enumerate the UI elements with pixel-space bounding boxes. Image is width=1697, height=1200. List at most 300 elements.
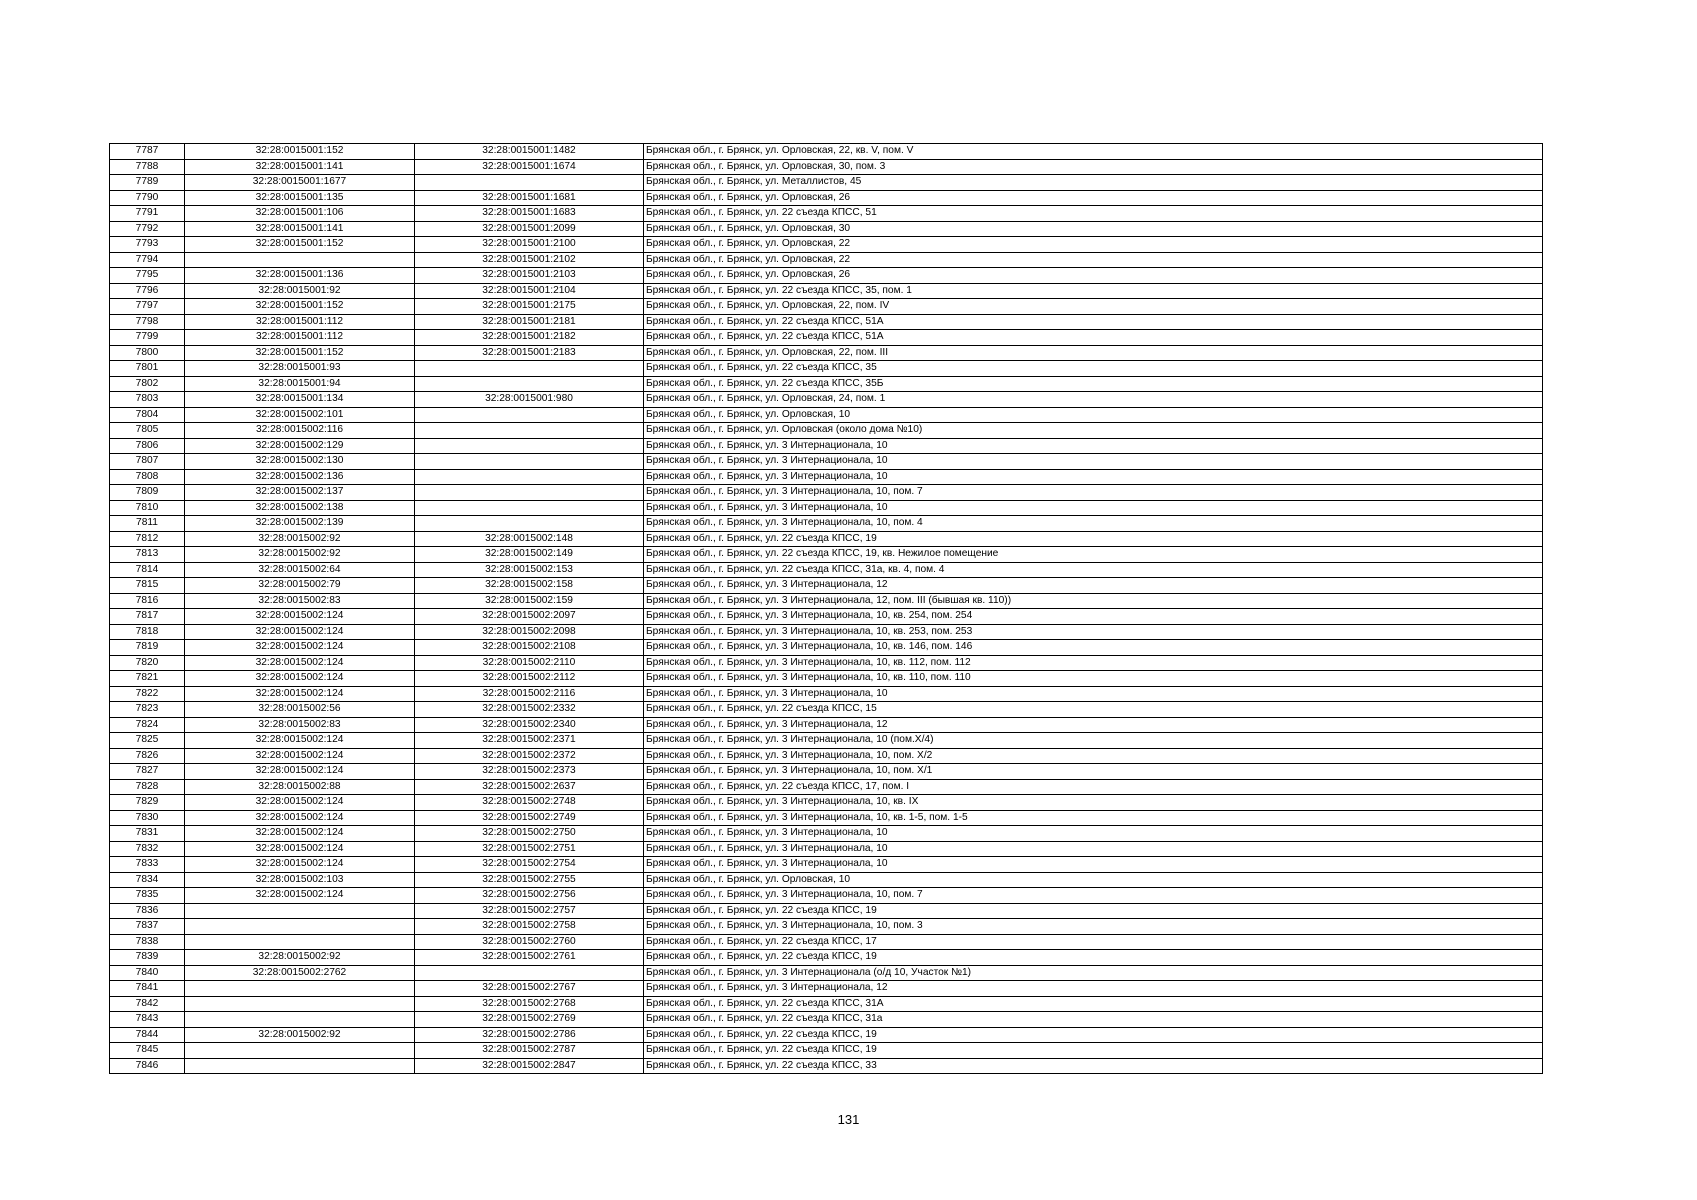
table-row <box>110 221 1543 237</box>
address-cell: Брянская обл., г. Брянск, ул. 3 Интернационала, 10, кв. IX <box>644 795 1543 811</box>
table-row <box>110 485 1543 501</box>
table-row <box>110 624 1543 640</box>
cadastral-object-cell: 32:28:0015002:2116 <box>415 686 644 702</box>
table-row <box>110 144 1543 160</box>
row-number-cell: 7844 <box>110 1027 185 1043</box>
address-cell: Брянская обл., г. Брянск, ул. 3 Интернационала, 10, кв. 253, пом. 253 <box>644 624 1543 640</box>
cadastral-parcel-cell: 32:28:0015002:124 <box>185 733 415 749</box>
table-row <box>110 655 1543 671</box>
address-cell: Брянская обл., г. Брянск, ул. Орловская, 26 <box>644 190 1543 206</box>
row-number-cell: 7836 <box>110 903 185 919</box>
row-number-cell: 7841 <box>110 981 185 997</box>
row-number-cell: 7794 <box>110 252 185 268</box>
row-number-cell: 7806 <box>110 438 185 454</box>
cadastral-object-cell: 32:28:0015002:2637 <box>415 779 644 795</box>
row-number-cell: 7819 <box>110 640 185 656</box>
address-cell: Брянская обл., г. Брянск, ул. 3 Интернационала, 10 <box>644 500 1543 516</box>
cadastral-parcel-cell <box>185 252 415 268</box>
cadastral-object-cell: 32:28:0015002:2112 <box>415 671 644 687</box>
table-row <box>110 330 1543 346</box>
row-number-cell: 7825 <box>110 733 185 749</box>
address-cell: Брянская обл., г. Брянск, ул. Орловская (около дома №10) <box>644 423 1543 439</box>
table-row <box>110 748 1543 764</box>
cadastral-parcel-cell: 32:28:0015002:124 <box>185 841 415 857</box>
cadastral-object-cell <box>415 500 644 516</box>
cadastral-parcel-cell <box>185 903 415 919</box>
address-cell: Брянская обл., г. Брянск, ул. 3 Интернационала, 10, кв. 112, пом. 112 <box>644 655 1543 671</box>
address-cell: Брянская обл., г. Брянск, ул. 3 Интернационала, 10, пом. 3 <box>644 919 1543 935</box>
row-number-cell: 7817 <box>110 609 185 625</box>
cadastral-parcel-cell: 32:28:0015002:124 <box>185 826 415 842</box>
table-row <box>110 888 1543 904</box>
cadastral-object-cell: 32:28:0015001:2182 <box>415 330 644 346</box>
cadastral-parcel-cell: 32:28:0015002:136 <box>185 469 415 485</box>
address-cell: Брянская обл., г. Брянск, ул. 3 Интернационала, 10, кв. 110, пом. 110 <box>644 671 1543 687</box>
address-cell: Брянская обл., г. Брянск, ул. 22 съезда КПСС, 35 <box>644 361 1543 377</box>
cadastral-object-cell: 32:28:0015002:2769 <box>415 1012 644 1028</box>
cadastral-object-cell: 32:28:0015002:2108 <box>415 640 644 656</box>
cadastral-object-cell: 32:28:0015002:2755 <box>415 872 644 888</box>
address-cell: Брянская обл., г. Брянск, ул. 22 съезда КПСС, 19, кв. Нежилое помещение <box>644 547 1543 563</box>
cadastral-parcel-cell: 32:28:0015002:83 <box>185 593 415 609</box>
cadastral-parcel-cell: 32:28:0015001:94 <box>185 376 415 392</box>
row-number-cell: 7791 <box>110 206 185 222</box>
address-cell: Брянская обл., г. Брянск, ул. Орловская, 10 <box>644 872 1543 888</box>
row-number-cell: 7799 <box>110 330 185 346</box>
table-row <box>110 609 1543 625</box>
cadastral-object-cell: 32:28:0015002:2371 <box>415 733 644 749</box>
cadastral-parcel-cell: 32:28:0015002:88 <box>185 779 415 795</box>
address-cell: Брянская обл., г. Брянск, ул. 3 Интернационала, 10 <box>644 469 1543 485</box>
cadastral-parcel-cell: 32:28:0015002:130 <box>185 454 415 470</box>
cadastral-object-cell: 32:28:0015001:2102 <box>415 252 644 268</box>
cadastral-parcel-cell: 32:28:0015002:103 <box>185 872 415 888</box>
cadastral-parcel-cell: 32:28:0015001:93 <box>185 361 415 377</box>
table-row <box>110 438 1543 454</box>
address-cell: Брянская обл., г. Брянск, ул. 3 Интернационала, 10, кв. 254, пом. 254 <box>644 609 1543 625</box>
cadastral-object-cell: 32:28:0015001:2183 <box>415 345 644 361</box>
row-number-cell: 7797 <box>110 299 185 315</box>
row-number-cell: 7803 <box>110 392 185 408</box>
cadastral-parcel-cell: 32:28:0015002:2762 <box>185 965 415 981</box>
row-number-cell: 7842 <box>110 996 185 1012</box>
cadastral-parcel-cell: 32:28:0015002:124 <box>185 764 415 780</box>
row-number-cell: 7816 <box>110 593 185 609</box>
cadastral-parcel-cell <box>185 996 415 1012</box>
cadastral-object-cell: 32:28:0015002:2110 <box>415 655 644 671</box>
row-number-cell: 7832 <box>110 841 185 857</box>
cadastral-object-cell: 32:28:0015002:2847 <box>415 1058 644 1074</box>
cadastral-parcel-cell: 32:28:0015002:56 <box>185 702 415 718</box>
row-number-cell: 7796 <box>110 283 185 299</box>
cadastral-object-cell: 32:28:0015002:2749 <box>415 810 644 826</box>
registry-table-body <box>110 144 1543 1074</box>
row-number-cell: 7828 <box>110 779 185 795</box>
table-row <box>110 190 1543 206</box>
address-cell: Брянская обл., г. Брянск, ул. 22 съезда КПСС, 17 <box>644 934 1543 950</box>
table-row <box>110 562 1543 578</box>
cadastral-parcel-cell: 32:28:0015001:135 <box>185 190 415 206</box>
cadastral-object-cell: 32:28:0015002:2767 <box>415 981 644 997</box>
cadastral-parcel-cell: 32:28:0015002:124 <box>185 888 415 904</box>
table-row <box>110 407 1543 423</box>
row-number-cell: 7845 <box>110 1043 185 1059</box>
table-row <box>110 345 1543 361</box>
row-number-cell: 7792 <box>110 221 185 237</box>
table-row <box>110 996 1543 1012</box>
cadastral-object-cell: 32:28:0015001:1683 <box>415 206 644 222</box>
cadastral-parcel-cell <box>185 1058 415 1074</box>
address-cell: Брянская обл., г. Брянск, ул. 22 съезда КПСС, 31а, кв. 4, пом. 4 <box>644 562 1543 578</box>
cadastral-parcel-cell: 32:28:0015001:152 <box>185 144 415 160</box>
registry-table <box>109 143 1543 1074</box>
address-cell: Брянская обл., г. Брянск, ул. 22 съезда КПСС, 19 <box>644 1027 1543 1043</box>
cadastral-object-cell <box>415 469 644 485</box>
cadastral-parcel-cell: 32:28:0015002:83 <box>185 717 415 733</box>
address-cell: Брянская обл., г. Брянск, ул. 22 съезда КПСС, 19 <box>644 531 1543 547</box>
row-number-cell: 7804 <box>110 407 185 423</box>
cadastral-parcel-cell: 32:28:0015001:1677 <box>185 175 415 191</box>
table-row <box>110 903 1543 919</box>
table-row <box>110 159 1543 175</box>
cadastral-parcel-cell <box>185 934 415 950</box>
table-row <box>110 826 1543 842</box>
table-row <box>110 516 1543 532</box>
address-cell: Брянская обл., г. Брянск, ул. 3 Интернационала, 10 <box>644 686 1543 702</box>
cadastral-object-cell <box>415 965 644 981</box>
address-cell: Брянская обл., г. Брянск, ул. Орловская, 22, пом. IV <box>644 299 1543 315</box>
table-row <box>110 593 1543 609</box>
table-row <box>110 934 1543 950</box>
cadastral-parcel-cell: 32:28:0015002:124 <box>185 624 415 640</box>
address-cell: Брянская обл., г. Брянск, ул. 22 съезда КПСС, 51А <box>644 314 1543 330</box>
table-row <box>110 392 1543 408</box>
address-cell: Брянская обл., г. Брянск, ул. 22 съезда КПСС, 19 <box>644 950 1543 966</box>
cadastral-parcel-cell: 32:28:0015002:101 <box>185 407 415 423</box>
address-cell: Брянская обл., г. Брянск, ул. 3 Интернационала, 12 <box>644 578 1543 594</box>
row-number-cell: 7809 <box>110 485 185 501</box>
cadastral-parcel-cell: 32:28:0015001:136 <box>185 268 415 284</box>
cadastral-parcel-cell: 32:28:0015001:112 <box>185 330 415 346</box>
cadastral-object-cell: 32:28:0015002:2786 <box>415 1027 644 1043</box>
address-cell: Брянская обл., г. Брянск, ул. 22 съезда КПСС, 33 <box>644 1058 1543 1074</box>
cadastral-parcel-cell: 32:28:0015001:152 <box>185 299 415 315</box>
cadastral-object-cell: 32:28:0015001:2103 <box>415 268 644 284</box>
row-number-cell: 7789 <box>110 175 185 191</box>
row-number-cell: 7827 <box>110 764 185 780</box>
address-cell: Брянская обл., г. Брянск, ул. 3 Интернационала, 10 <box>644 826 1543 842</box>
cadastral-parcel-cell: 32:28:0015002:79 <box>185 578 415 594</box>
cadastral-object-cell: 32:28:0015001:2104 <box>415 283 644 299</box>
table-row <box>110 469 1543 485</box>
cadastral-object-cell: 32:28:0015001:1681 <box>415 190 644 206</box>
cadastral-object-cell <box>415 485 644 501</box>
table-row <box>110 981 1543 997</box>
address-cell: Брянская обл., г. Брянск, ул. 22 съезда КПСС, 31а <box>644 1012 1543 1028</box>
row-number-cell: 7793 <box>110 237 185 253</box>
row-number-cell: 7838 <box>110 934 185 950</box>
address-cell: Брянская обл., г. Брянск, ул. 3 Интернационала, 10, пом. 7 <box>644 888 1543 904</box>
table-row <box>110 686 1543 702</box>
address-cell: Брянская обл., г. Брянск, ул. Орловская, 30, пом. 3 <box>644 159 1543 175</box>
row-number-cell: 7821 <box>110 671 185 687</box>
address-cell: Брянская обл., г. Брянск, ул. 3 Интернационала (о/д 10, Участок №1) <box>644 965 1543 981</box>
table-row <box>110 640 1543 656</box>
row-number-cell: 7802 <box>110 376 185 392</box>
table-row <box>110 314 1543 330</box>
cadastral-object-cell <box>415 516 644 532</box>
address-cell: Брянская обл., г. Брянск, ул. 22 съезда КПСС, 19 <box>644 903 1543 919</box>
cadastral-object-cell: 32:28:0015002:2751 <box>415 841 644 857</box>
cadastral-parcel-cell: 32:28:0015001:152 <box>185 345 415 361</box>
row-number-cell: 7814 <box>110 562 185 578</box>
cadastral-parcel-cell <box>185 919 415 935</box>
cadastral-parcel-cell: 32:28:0015002:137 <box>185 485 415 501</box>
table-row <box>110 1043 1543 1059</box>
address-cell: Брянская обл., г. Брянск, ул. 3 Интернационала, 10 <box>644 857 1543 873</box>
cadastral-object-cell: 32:28:0015002:2787 <box>415 1043 644 1059</box>
row-number-cell: 7830 <box>110 810 185 826</box>
cadastral-object-cell: 32:28:0015002:2098 <box>415 624 644 640</box>
row-number-cell: 7787 <box>110 144 185 160</box>
cadastral-parcel-cell: 32:28:0015002:92 <box>185 531 415 547</box>
cadastral-object-cell <box>415 423 644 439</box>
address-cell: Брянская обл., г. Брянск, ул. 22 съезда КПСС, 15 <box>644 702 1543 718</box>
address-cell: Брянская обл., г. Брянск, ул. 3 Интернационала, 10, пом. 7 <box>644 485 1543 501</box>
cadastral-object-cell: 32:28:0015002:2373 <box>415 764 644 780</box>
cadastral-object-cell <box>415 361 644 377</box>
address-cell: Брянская обл., г. Брянск, ул. Орловская, 22, пом. III <box>644 345 1543 361</box>
table-row <box>110 361 1543 377</box>
cadastral-object-cell: 32:28:0015002:148 <box>415 531 644 547</box>
row-number-cell: 7813 <box>110 547 185 563</box>
cadastral-object-cell: 32:28:0015002:2372 <box>415 748 644 764</box>
row-number-cell: 7788 <box>110 159 185 175</box>
row-number-cell: 7808 <box>110 469 185 485</box>
row-number-cell: 7812 <box>110 531 185 547</box>
cadastral-object-cell: 32:28:0015001:980 <box>415 392 644 408</box>
address-cell: Брянская обл., г. Брянск, ул. 3 Интернационала, 10, пом. X/1 <box>644 764 1543 780</box>
cadastral-parcel-cell: 32:28:0015002:92 <box>185 1027 415 1043</box>
row-number-cell: 7810 <box>110 500 185 516</box>
row-number-cell: 7826 <box>110 748 185 764</box>
table-row <box>110 810 1543 826</box>
cadastral-object-cell <box>415 438 644 454</box>
cadastral-object-cell <box>415 454 644 470</box>
table-row <box>110 454 1543 470</box>
table-row <box>110 872 1543 888</box>
table-row <box>110 1012 1543 1028</box>
cadastral-parcel-cell: 32:28:0015002:116 <box>185 423 415 439</box>
table-row <box>110 1027 1543 1043</box>
row-number-cell: 7811 <box>110 516 185 532</box>
address-cell: Брянская обл., г. Брянск, ул. 22 съезда КПСС, 35, пом. 1 <box>644 283 1543 299</box>
cadastral-parcel-cell: 32:28:0015002:124 <box>185 609 415 625</box>
cadastral-object-cell: 32:28:0015002:149 <box>415 547 644 563</box>
row-number-cell: 7824 <box>110 717 185 733</box>
address-cell: Брянская обл., г. Брянск, ул. Орловская, 22 <box>644 237 1543 253</box>
row-number-cell: 7818 <box>110 624 185 640</box>
cadastral-object-cell: 32:28:0015001:1482 <box>415 144 644 160</box>
cadastral-object-cell: 32:28:0015002:2768 <box>415 996 644 1012</box>
table-row <box>110 671 1543 687</box>
table-row <box>110 531 1543 547</box>
address-cell: Брянская обл., г. Брянск, ул. Орловская, 24, пом. 1 <box>644 392 1543 408</box>
table-row <box>110 857 1543 873</box>
row-number-cell: 7843 <box>110 1012 185 1028</box>
table-row <box>110 717 1543 733</box>
address-cell: Брянская обл., г. Брянск, ул. Орловская, 26 <box>644 268 1543 284</box>
cadastral-object-cell: 32:28:0015001:2099 <box>415 221 644 237</box>
cadastral-parcel-cell: 32:28:0015001:134 <box>185 392 415 408</box>
row-number-cell: 7798 <box>110 314 185 330</box>
address-cell: Брянская обл., г. Брянск, ул. Орловская, 10 <box>644 407 1543 423</box>
cadastral-parcel-cell <box>185 1012 415 1028</box>
address-cell: Брянская обл., г. Брянск, ул. Орловская, 30 <box>644 221 1543 237</box>
cadastral-parcel-cell: 32:28:0015001:106 <box>185 206 415 222</box>
address-cell: Брянская обл., г. Брянск, ул. Металлистов, 45 <box>644 175 1543 191</box>
cadastral-object-cell: 32:28:0015002:159 <box>415 593 644 609</box>
cadastral-object-cell: 32:28:0015002:2761 <box>415 950 644 966</box>
row-number-cell: 7801 <box>110 361 185 377</box>
row-number-cell: 7820 <box>110 655 185 671</box>
address-cell: Брянская обл., г. Брянск, ул. 3 Интернационала, 10, кв. 146, пом. 146 <box>644 640 1543 656</box>
table-row <box>110 237 1543 253</box>
page-number: 131 <box>837 1112 860 1127</box>
cadastral-object-cell: 32:28:0015001:2175 <box>415 299 644 315</box>
cadastral-object-cell <box>415 376 644 392</box>
cadastral-parcel-cell: 32:28:0015002:124 <box>185 748 415 764</box>
row-number-cell: 7837 <box>110 919 185 935</box>
table-row <box>110 764 1543 780</box>
table-row <box>110 268 1543 284</box>
cadastral-parcel-cell: 32:28:0015001:141 <box>185 221 415 237</box>
row-number-cell: 7823 <box>110 702 185 718</box>
table-row <box>110 376 1543 392</box>
cadastral-parcel-cell: 32:28:0015002:129 <box>185 438 415 454</box>
address-cell: Брянская обл., г. Брянск, ул. 3 Интернационала, 10 (пом.X/4) <box>644 733 1543 749</box>
row-number-cell: 7839 <box>110 950 185 966</box>
cadastral-parcel-cell: 32:28:0015002:124 <box>185 640 415 656</box>
row-number-cell: 7822 <box>110 686 185 702</box>
cadastral-object-cell: 32:28:0015002:158 <box>415 578 644 594</box>
cadastral-parcel-cell: 32:28:0015002:124 <box>185 671 415 687</box>
table-row <box>110 175 1543 191</box>
table-row <box>110 702 1543 718</box>
cadastral-object-cell: 32:28:0015002:2748 <box>415 795 644 811</box>
cadastral-object-cell: 32:28:0015002:2756 <box>415 888 644 904</box>
cadastral-object-cell: 32:28:0015001:2181 <box>415 314 644 330</box>
address-cell: Брянская обл., г. Брянск, ул. 3 Интернационала, 10 <box>644 438 1543 454</box>
row-number-cell: 7795 <box>110 268 185 284</box>
row-number-cell: 7835 <box>110 888 185 904</box>
cadastral-object-cell: 32:28:0015002:2758 <box>415 919 644 935</box>
row-number-cell: 7829 <box>110 795 185 811</box>
row-number-cell: 7833 <box>110 857 185 873</box>
cadastral-object-cell: 32:28:0015002:153 <box>415 562 644 578</box>
cadastral-parcel-cell: 32:28:0015002:124 <box>185 857 415 873</box>
row-number-cell: 7834 <box>110 872 185 888</box>
row-number-cell: 7790 <box>110 190 185 206</box>
address-cell: Брянская обл., г. Брянск, ул. 22 съезда КПСС, 19 <box>644 1043 1543 1059</box>
cadastral-parcel-cell: 32:28:0015002:92 <box>185 547 415 563</box>
cadastral-parcel-cell: 32:28:0015002:138 <box>185 500 415 516</box>
address-cell: Брянская обл., г. Брянск, ул. 22 съезда КПСС, 51 <box>644 206 1543 222</box>
table-row <box>110 206 1543 222</box>
table-row <box>110 779 1543 795</box>
row-number-cell: 7805 <box>110 423 185 439</box>
table-row <box>110 795 1543 811</box>
row-number-cell: 7840 <box>110 965 185 981</box>
row-number-cell: 7800 <box>110 345 185 361</box>
table-row <box>110 965 1543 981</box>
cadastral-parcel-cell: 32:28:0015001:112 <box>185 314 415 330</box>
row-number-cell: 7846 <box>110 1058 185 1074</box>
address-cell: Брянская обл., г. Брянск, ул. 3 Интернационала, 10 <box>644 841 1543 857</box>
address-cell: Брянская обл., г. Брянск, ул. 22 съезда КПСС, 17, пом. I <box>644 779 1543 795</box>
address-cell: Брянская обл., г. Брянск, ул. 3 Интернационала, 10, пом. X/2 <box>644 748 1543 764</box>
cadastral-parcel-cell: 32:28:0015001:141 <box>185 159 415 175</box>
cadastral-object-cell: 32:28:0015002:2750 <box>415 826 644 842</box>
cadastral-parcel-cell: 32:28:0015002:64 <box>185 562 415 578</box>
address-cell: Брянская обл., г. Брянск, ул. 22 съезда КПСС, 51А <box>644 330 1543 346</box>
address-cell: Брянская обл., г. Брянск, ул. 3 Интернационала, 10, кв. 1-5, пом. 1-5 <box>644 810 1543 826</box>
address-cell: Брянская обл., г. Брянск, ул. 3 Интернационала, 10 <box>644 454 1543 470</box>
table-row <box>110 919 1543 935</box>
cadastral-parcel-cell: 32:28:0015002:92 <box>185 950 415 966</box>
cadastral-parcel-cell: 32:28:0015002:124 <box>185 795 415 811</box>
cadastral-parcel-cell: 32:28:0015001:152 <box>185 237 415 253</box>
address-cell: Брянская обл., г. Брянск, ул. Орловская, 22 <box>644 252 1543 268</box>
table-row <box>110 1058 1543 1074</box>
cadastral-parcel-cell: 32:28:0015002:139 <box>185 516 415 532</box>
table-row <box>110 733 1543 749</box>
table-row <box>110 547 1543 563</box>
table-row <box>110 841 1543 857</box>
cadastral-parcel-cell: 32:28:0015001:92 <box>185 283 415 299</box>
cadastral-object-cell: 32:28:0015002:2760 <box>415 934 644 950</box>
table-row <box>110 299 1543 315</box>
cadastral-object-cell: 32:28:0015002:2340 <box>415 717 644 733</box>
cadastral-object-cell: 32:28:0015001:2100 <box>415 237 644 253</box>
table-row <box>110 252 1543 268</box>
address-cell: Брянская обл., г. Брянск, ул. 22 съезда КПСС, 31А <box>644 996 1543 1012</box>
cadastral-object-cell <box>415 407 644 423</box>
address-cell: Брянская обл., г. Брянск, ул. 3 Интернационала, 12, пом. III (бывшая кв. 110)) <box>644 593 1543 609</box>
cadastral-parcel-cell <box>185 1043 415 1059</box>
table-row <box>110 283 1543 299</box>
cadastral-parcel-cell <box>185 981 415 997</box>
address-cell: Брянская обл., г. Брянск, ул. 3 Интернационала, 12 <box>644 717 1543 733</box>
cadastral-parcel-cell: 32:28:0015002:124 <box>185 810 415 826</box>
address-cell: Брянская обл., г. Брянск, ул. 3 Интернационала, 10, пом. 4 <box>644 516 1543 532</box>
table-row <box>110 950 1543 966</box>
address-cell: Брянская обл., г. Брянск, ул. 22 съезда КПСС, 35Б <box>644 376 1543 392</box>
table-row <box>110 500 1543 516</box>
row-number-cell: 7815 <box>110 578 185 594</box>
row-number-cell: 7807 <box>110 454 185 470</box>
table-row <box>110 423 1543 439</box>
address-cell: Брянская обл., г. Брянск, ул. 3 Интернационала, 12 <box>644 981 1543 997</box>
cadastral-object-cell: 32:28:0015002:2332 <box>415 702 644 718</box>
cadastral-parcel-cell: 32:28:0015002:124 <box>185 655 415 671</box>
cadastral-object-cell <box>415 175 644 191</box>
cadastral-object-cell: 32:28:0015002:2754 <box>415 857 644 873</box>
cadastral-object-cell: 32:28:0015002:2757 <box>415 903 644 919</box>
cadastral-parcel-cell: 32:28:0015002:124 <box>185 686 415 702</box>
row-number-cell: 7831 <box>110 826 185 842</box>
cadastral-object-cell: 32:28:0015001:1674 <box>415 159 644 175</box>
